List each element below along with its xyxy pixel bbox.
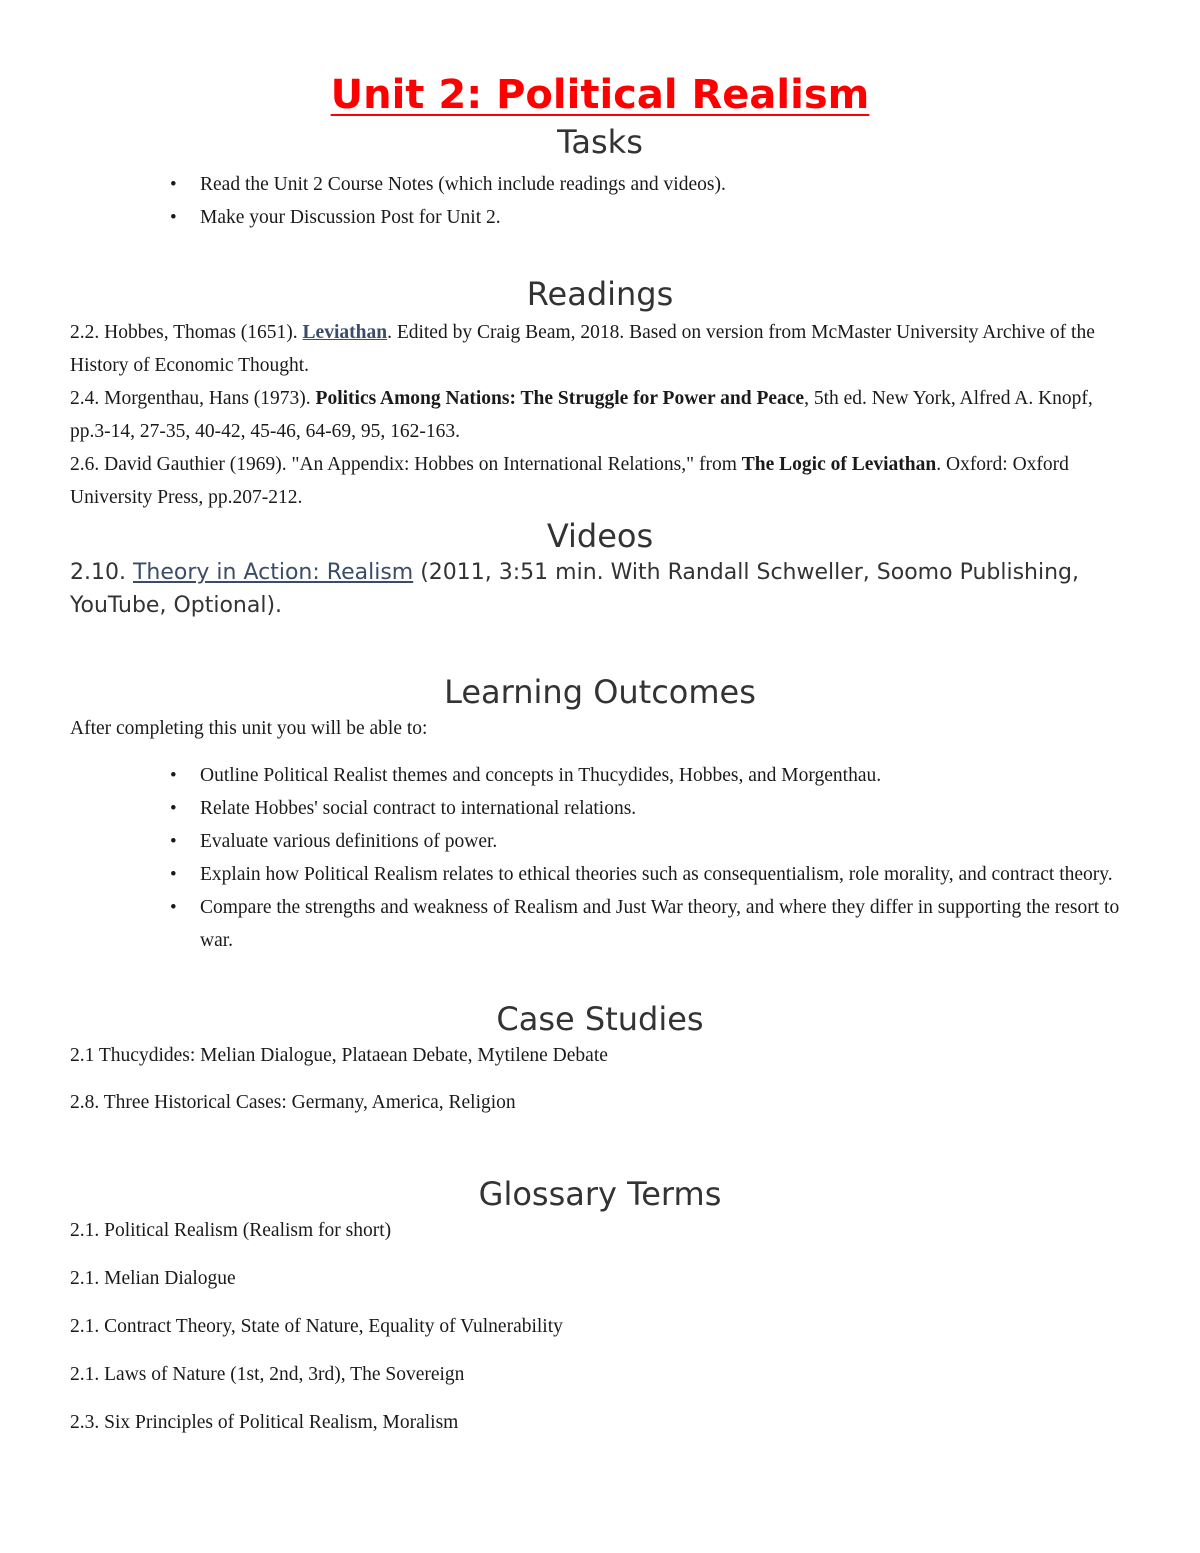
reading-entry (70, 316, 1130, 382)
glossary-heading: Glossary Terms (478, 1175, 722, 1213)
glossary-item: 2.3. Six Principles of Political Realism, Moralism (70, 1412, 459, 1433)
outcomes-intro: After completing this unit you will be able to: (70, 718, 428, 739)
reading-text: , 5th ed. New York, Alfred A. Knopf, pp.3-14, 27-35, 40-42, 45-46, 64-69, 95, 162-163. (70, 388, 1093, 442)
reading-title: Politics Among Nations: The Struggle for Power and Peace (315, 388, 805, 409)
list-item: • Explain how Political Realism relates to ethical theories such as consequentialism, role morality, and contract theory. (200, 858, 1120, 891)
glossary-item: 2.1. Political Realism (Realism for short) (70, 1220, 392, 1241)
list-item: • Evaluate various definitions of power. (200, 825, 1120, 858)
video-text: 2.10. (70, 560, 133, 585)
glossary-item: 2.1. Melian Dialogue (70, 1268, 236, 1289)
glossary-item: 2.1. Contract Theory, State of Nature, Equality of Vulnerability (70, 1316, 563, 1337)
video-text: (2011, 3:51 min. With Randall Schweller, Soomo Publishing, YouTube, Optional). (70, 560, 1079, 618)
list-item: • Read the Unit 2 Course Notes (which include readings and videos). (200, 168, 1130, 201)
reading-entry (70, 448, 1130, 514)
readings-heading: Readings (526, 275, 674, 313)
reading-text: 2.2. Hobbes, Thomas (1651). (70, 322, 303, 343)
outcomes-heading: Learning Outcomes (444, 673, 756, 711)
reading-entry (70, 382, 1130, 448)
page-title: Unit 2: Political Realism (330, 72, 870, 118)
leviathan-link[interactable]: Leviathan (302, 322, 388, 343)
list-item: • Relate Hobbes' social contract to international relations. (200, 792, 1120, 825)
document-page (70, 70, 1130, 1439)
case-studies-heading: Case Studies (496, 1000, 704, 1038)
list-item: • Compare the strengths and weakness of Realism and Just War theory, and where they differ in supporting the resort to war. (200, 891, 1120, 957)
tasks-list (70, 168, 1130, 234)
video-link[interactable]: Theory in Action: Realism (132, 560, 414, 585)
glossary-item: 2.1. Laws of Nature (1st, 2nd, 3rd), The Sovereign (70, 1364, 465, 1385)
list-item: • Make your Discussion Post for Unit 2. (200, 201, 1130, 234)
reading-text: 2.6. David Gauthier (1969). "An Appendix: Hobbes on International Relations," from (70, 454, 742, 475)
list-item: • Outline Political Realist themes and concepts in Thucydides, Hobbes, and Morgenthau. (200, 759, 1120, 792)
video-entry (70, 556, 1130, 622)
outcomes-list (70, 759, 1130, 957)
videos-heading: Videos (546, 517, 654, 555)
reading-text: . Oxford: Oxford University Press, pp.207-212. (70, 454, 1069, 508)
reading-text: . Edited by Craig Beam, 2018. Based on version from McMaster University Archive of the History of Economic Thought. (70, 322, 1095, 376)
case-study-item: 2.8. Three Historical Cases: Germany, America, Religion (70, 1092, 516, 1113)
tasks-heading: Tasks (557, 123, 643, 161)
reading-title: The Logic of Leviathan (741, 454, 937, 475)
case-study-item: 2.1 Thucydides: Melian Dialogue, Plataean Debate, Mytilene Debate (70, 1045, 608, 1066)
readings-list (70, 316, 1130, 514)
reading-text: 2.4. Morgenthau, Hans (1973). (70, 388, 316, 409)
